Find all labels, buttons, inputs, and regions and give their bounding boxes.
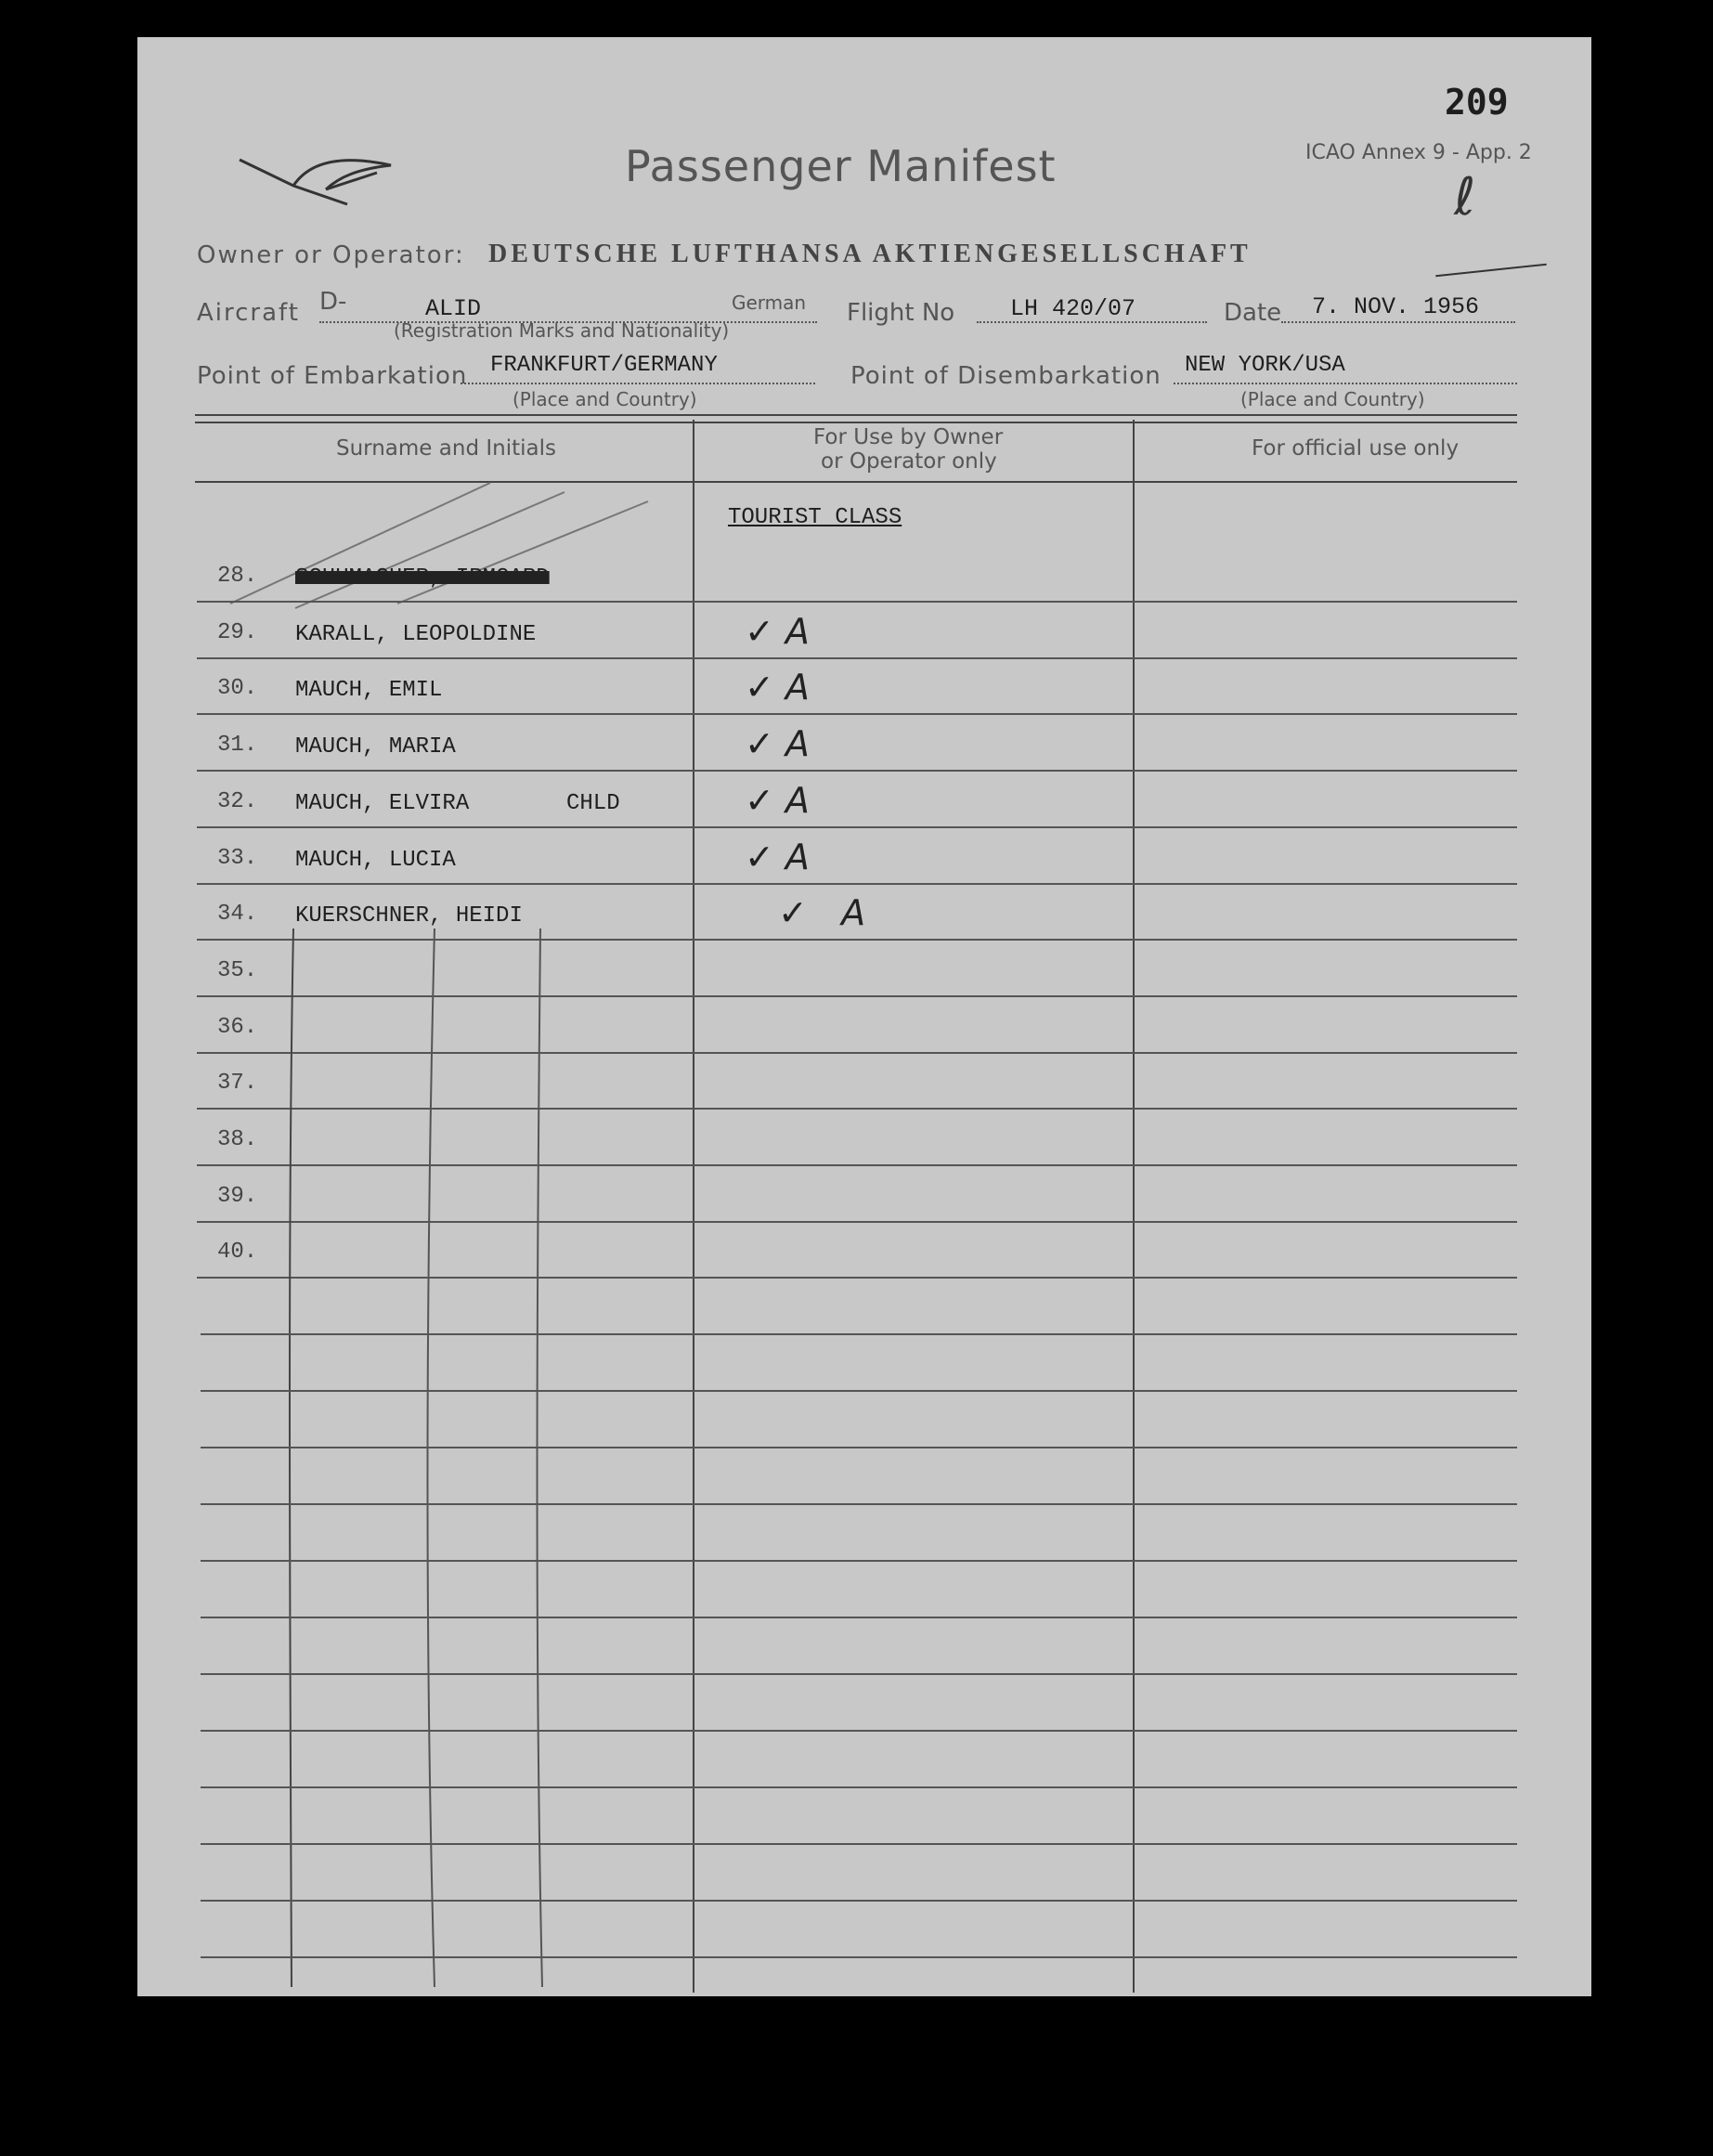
row-rule — [197, 657, 1517, 659]
aircraft-nationality: German — [732, 292, 807, 314]
class-label: TOURIST CLASS — [728, 505, 902, 530]
passenger-name: MAUCH, EMIL — [295, 678, 443, 704]
owner-value: DEUTSCHE LUFTHANSA AKTIENGESELLSCHAFT — [488, 240, 1252, 268]
check-mark: ✓ A — [745, 723, 810, 765]
flight-label: Flight No — [847, 299, 955, 327]
row-rule — [197, 770, 1517, 772]
row-number: 40. — [217, 1240, 258, 1266]
embarkation-label: Point of Embarkation — [197, 362, 468, 390]
row-number: 36. — [217, 1014, 258, 1040]
page-title: Passenger Manifest — [625, 141, 1057, 191]
check-mark: ✓ A — [778, 892, 866, 934]
column-header-owner-use-1: For Use by Owner — [813, 425, 1004, 449]
row-rule — [197, 601, 1517, 603]
check-mark: ✓ A — [745, 779, 810, 821]
check-mark: ✓ A — [745, 667, 810, 708]
ruled-line — [201, 1730, 1517, 1732]
row-number: 31. — [217, 733, 258, 759]
disembarkation-label: Point of Disembarkation — [850, 362, 1161, 390]
ruled-line — [201, 1390, 1517, 1392]
flight-number: LH 420/07 — [1010, 295, 1136, 322]
aircraft-registration: ALID — [425, 295, 482, 322]
row-number: 38. — [217, 1127, 258, 1152]
ruled-line — [201, 1956, 1517, 1958]
column-header-name: Surname and Initials — [336, 436, 556, 461]
row-number: 28. — [217, 564, 258, 589]
passenger-name: KARALL, LEOPOLDINE — [295, 621, 537, 647]
passenger-name: KUERSCHNER, HEIDI — [295, 903, 523, 929]
passenger-name: SCHUMACHER, IRMGARD — [295, 565, 550, 591]
page-number: 209 — [1445, 82, 1509, 123]
passenger-extra: CHLD — [566, 790, 620, 816]
check-mark: ✓ A — [745, 836, 810, 877]
aircraft-sublabel: (Registration Marks and Nationality) — [394, 319, 730, 342]
row-rule — [197, 826, 1517, 828]
ruled-line — [201, 1843, 1517, 1845]
row-number: 33. — [217, 845, 258, 871]
regulation-note: ICAO Annex 9 - App. 2 — [1305, 141, 1532, 164]
column-header-owner-use-2: or Operator only — [821, 449, 997, 474]
handwritten-annotation: ℓ — [1454, 167, 1476, 227]
ruled-line — [201, 1447, 1517, 1448]
row-number: 29. — [217, 619, 258, 645]
embarkation-sublabel: (Place and Country) — [513, 388, 697, 410]
ruled-line — [201, 1673, 1517, 1675]
ruled-line — [201, 1786, 1517, 1788]
aircraft-label: Aircraft — [197, 299, 300, 327]
ruled-line — [201, 1560, 1517, 1562]
flight-date: 7. NOV. 1956 — [1312, 293, 1480, 320]
ruled-line — [201, 1503, 1517, 1505]
ruled-line — [201, 1333, 1517, 1335]
check-mark: ✓ A — [745, 610, 810, 652]
row-number: 35. — [217, 957, 258, 983]
row-number: 32. — [217, 788, 258, 814]
owner-label: Owner or Operator: — [197, 241, 465, 269]
row-number: 39. — [217, 1183, 258, 1209]
date-label: Date — [1224, 299, 1282, 327]
row-number: 34. — [217, 902, 258, 928]
ruled-line — [201, 1900, 1517, 1902]
disembarkation-sublabel: (Place and Country) — [1240, 388, 1425, 410]
row-number: 30. — [217, 676, 258, 702]
aircraft-prefix: D- — [319, 288, 347, 316]
row-rule — [197, 883, 1517, 885]
handwritten-vertical-strokes — [286, 929, 565, 1987]
ruled-line — [201, 1617, 1517, 1618]
passenger-name: MAUCH, LUCIA — [295, 847, 456, 873]
row-rule — [197, 713, 1517, 715]
row-number: 37. — [217, 1071, 258, 1097]
passenger-name: MAUCH, ELVIRA — [295, 790, 470, 816]
manifest-sheet — [137, 37, 1591, 1996]
column-header-official: For official use only — [1252, 436, 1460, 461]
disembarkation-value: NEW YORK/USA — [1185, 353, 1345, 378]
passenger-name: MAUCH, MARIA — [295, 734, 456, 760]
embarkation-value: FRANKFURT/GERMANY — [490, 353, 718, 378]
airline-logo — [238, 149, 396, 214]
